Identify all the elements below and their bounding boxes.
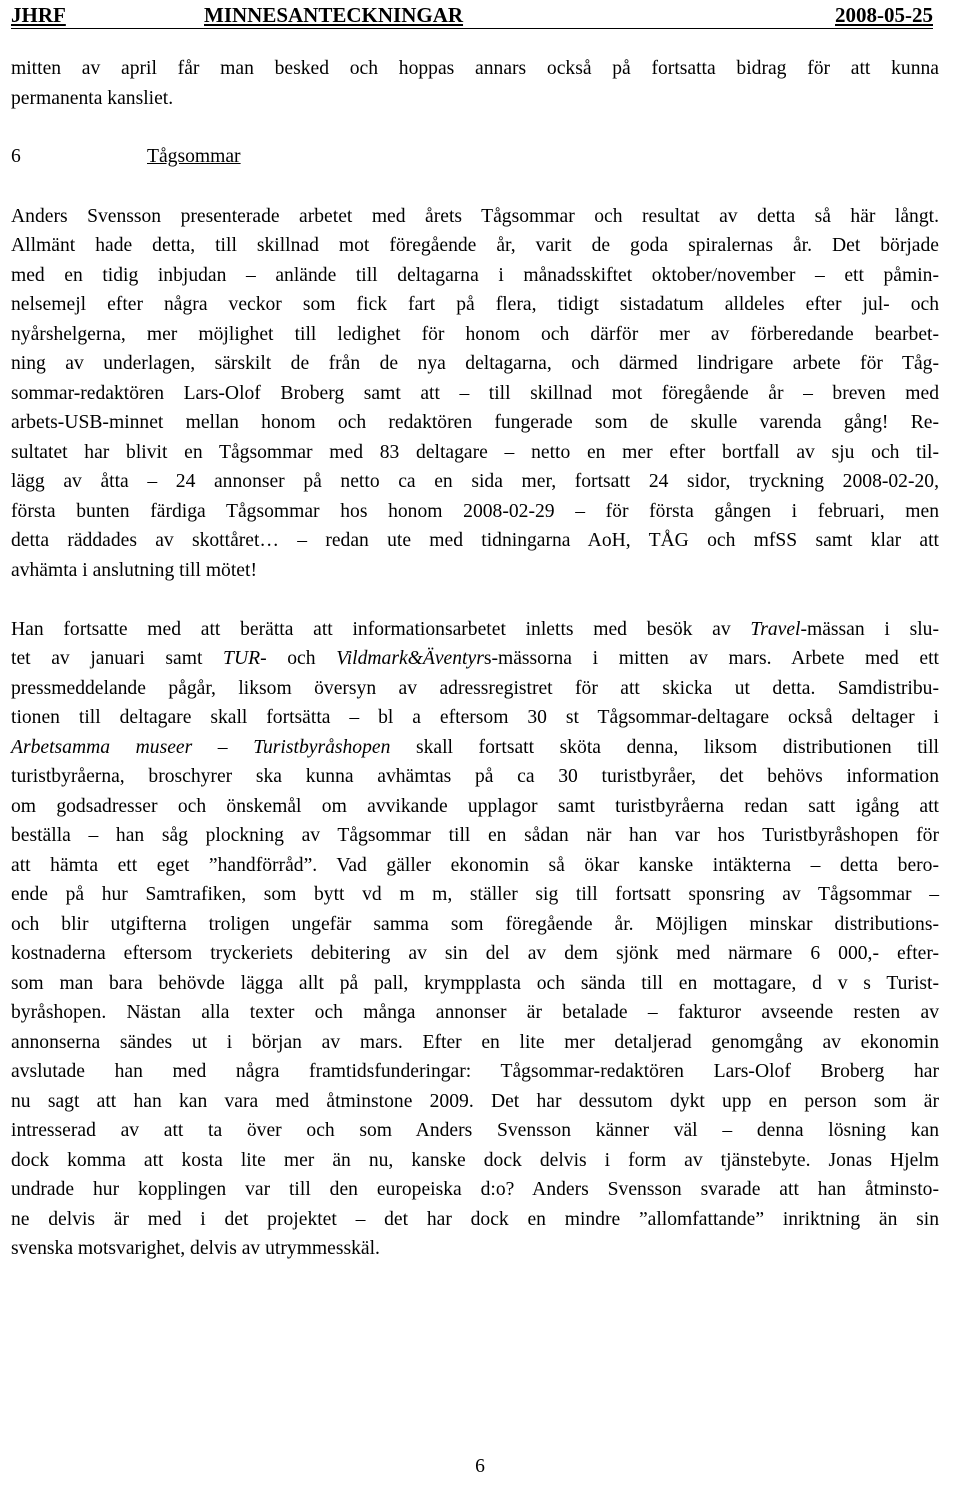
section-number: 6 (11, 146, 21, 167)
text-line: som man bara behövde lägga allt på pall, krympplasta och sända till en mottagare, d v s Turist- (11, 972, 939, 994)
text-line: mitten av april får man besked och hoppas annars också på fortsatta bidrag för att kunna (11, 58, 939, 79)
text-line: Anders Svensson presenterade arbetet med årets Tågsommar och resultat av detta så här långt. (11, 205, 939, 227)
text-line: arbets-USB-minnet mellan honom och redaktören fungerade som de skulle varenda gång! Re- (11, 412, 939, 433)
text-line: ning av underlagen, särskilt de från de nya deltagarna, och därmed lindrigare arbete för Tåg- (11, 353, 939, 374)
text-run: skall fortsatt sköta denna, liksom distributionen till (390, 736, 939, 758)
text-line: annonserna sändes ut i början av mars. Efter en lite mer detaljerad genomgång av ekonomin (11, 1031, 939, 1053)
document-body (11, 54, 939, 1264)
text-line: byråshopen. Nästan alla texter och många annonser är betalade – fakturor avseende resten av (11, 1002, 939, 1023)
text-line: svenska motsvarighet, delvis av utrymmesskäl. (11, 1238, 380, 1259)
text-line: nyårshelgerna, mer möjlighet till ledighet för honom och därför mer av förberedande bearbet- (11, 323, 939, 345)
text-line: dock komma att kosta lite mer än nu, kanske dock delvis i form av tjänstebyte. Jonas Hjelm (11, 1149, 939, 1171)
intro-paragraph (11, 54, 939, 113)
text-line (11, 733, 939, 763)
page-header (11, 2, 933, 29)
header-org: JHRF (11, 3, 66, 27)
section-title: Tågsommar (147, 146, 241, 167)
text-line: pressmeddelande pågår, liksom översyn av adressregistret för att skicka ut detta. Samdistribu- (11, 677, 939, 699)
event-name-tur: TUR (223, 648, 261, 669)
text-run: tet av januari samt (11, 648, 224, 669)
text-line: om godsadresser och önskemål om avvikande upplagor samt turistbyråerna redan satt igång att (11, 795, 939, 817)
text-line: ne delvis är med i det projektet – det har dock en mindre ”allomfattande” inriktning än sin (11, 1208, 939, 1230)
header-title: MINNESANTECKNINGAR (204, 3, 464, 27)
text-line: sommar-redaktören Lars-Olof Broberg samt att – till skillnad mot föregående år – breven med (11, 382, 939, 404)
text-line: ende på hur Samtrafiken, som bytt vd m m, ställer sig till fortsatt sponsring av Tågsommar – (11, 884, 939, 905)
paragraph-tagsommar-results (11, 202, 939, 586)
text-line: undrade hur kopplingen var till den europeiska d:o? Anders Svensson svarade att han åtminsto- (11, 1179, 939, 1200)
text-line: beställa – han såg plockning av Tågsommar till en sådan när han var hos Turistbyråshopen för (11, 825, 939, 846)
page-footer (0, 1454, 960, 1480)
event-name-vildmark: Vildmark&Äventyr (336, 648, 484, 669)
text-line: Allmänt hade detta, till skillnad mot föregående år, varit de goda spiralernas år. Det började (11, 235, 939, 256)
text-line: att hämta ett eget ”handförråd”. Vad gäller ekonomin så ökar kanske intäkterna – detta bero- (11, 854, 939, 876)
organisation-name: Arbetsamma museer – Turistbyråshopen (11, 736, 391, 758)
page-number: 6 (475, 1456, 485, 1477)
text-line: permanenta kansliet. (11, 87, 174, 109)
text-line: detta räddades av skottåret… – redan ute med tidningarna AoH, TÅG och mfSS samt klar att (11, 530, 939, 551)
text-run: Han fortsatte med att berätta att informationsarbetet inletts med besök av (11, 618, 751, 640)
text-run: s-mässorna i mitten av mars. Arbete med ett (483, 648, 939, 669)
text-line: första bunten färdiga Tågsommar hos honom 2008-02-29 – för första gången i februari, men (11, 500, 939, 522)
paragraph-information-work (11, 615, 939, 1264)
text-line: nelsemejl efter några veckor som fick fart på flera, tidigt sistadatum alldeles efter jul- och (11, 294, 939, 315)
text-line: turistbyråerna, broschyrer ska kunna avhämtas på ca 30 turistbyråer, det behövs information (11, 766, 939, 787)
text-line (11, 615, 939, 645)
section-heading (11, 142, 939, 172)
text-line: sultatet har blivit en Tågsommar med 83 deltagare – netto en mer efter bortfall av sju och til- (11, 441, 939, 463)
event-name-travel: Travel (750, 618, 801, 640)
text-line: avhämta i anslutning till mötet! (11, 559, 257, 581)
header-date: 2008-05-25 (835, 3, 933, 27)
text-line: lägg av åtta – 24 annonser på netto ca en sida mer, fortsatt 24 sidor, tryckning 2008-02-20, (11, 471, 939, 492)
text-line: kostnaderna eftersom tryckeriets debitering av sin del av dem sjönk med närmare 6 000,- efter- (11, 943, 939, 964)
text-line: tionen till deltagare skall fortsätta – bl a eftersom 30 st Tågsommar-deltagare också deltager i (11, 707, 939, 728)
text-line: med en tidig inbjudan – anlände till deltagarna i månadsskiftet oktober/november – ett påmin- (11, 264, 939, 286)
paragraph-spacer (11, 585, 939, 615)
text-run: - och (260, 648, 337, 669)
text-line: avslutade han med några framtidsfunderingar: Tågsommar-redaktören Lars-Olof Broberg har (11, 1061, 939, 1082)
text-line: intresserad av att ta över och som Anders Svensson känner väl – denna lösning kan (11, 1120, 939, 1141)
text-line (11, 644, 939, 674)
text-line: nu sagt att han kan vara med åtminstone 2009. Det har dessutom dykt upp en person som är (11, 1090, 939, 1112)
text-run: -mässan i slu- (800, 618, 939, 640)
text-line: och blir utgifterna troligen ungefär samma som föregående år. Möjligen minskar distributions- (11, 913, 939, 935)
